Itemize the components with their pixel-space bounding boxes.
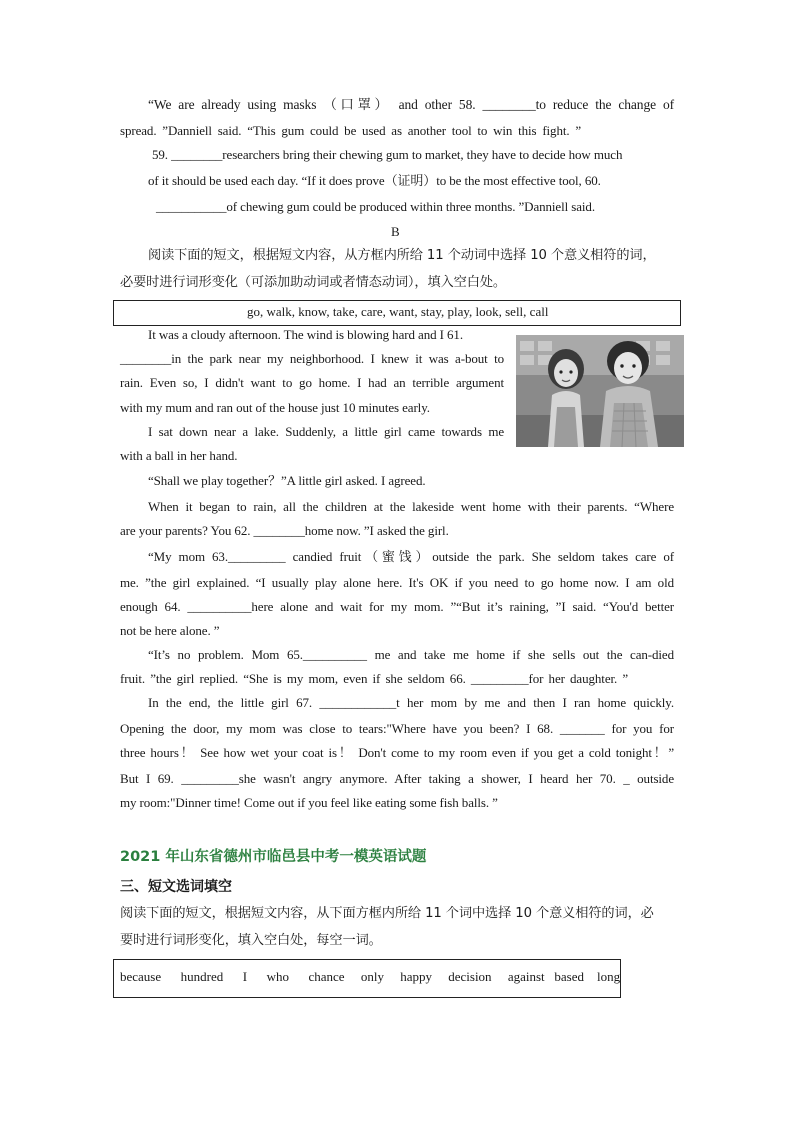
section-b-instructions-1: 阅读下面的短文，根据短文内容，从方框内所给 11 个动词中选择 10 个意义相符的词， — [148, 248, 656, 263]
section-b-instructions-2: 必要时进行词形变化（可添加助动词或者情态动词），填入空白处。 — [120, 275, 507, 290]
passage-b-line-18: three hours！ See how wet your coat is！ Don't come to my room even if you get a cold tonight！” — [120, 745, 674, 760]
passage-b-line-17: Opening the door, my mom was close to tears:"Where have you been? I 68. _______ for you for — [120, 721, 674, 736]
passage-b-line-6: with a ball in her hand. — [120, 448, 238, 463]
word-item: against — [507, 969, 545, 984]
word-item: because — [120, 969, 162, 984]
passage-b-line-13: not be here alone. ” — [120, 623, 220, 638]
illustration-image — [516, 335, 684, 447]
passage-b-line-2: ________in the park near my neighborhood. I knew it was a-bout to — [120, 351, 504, 366]
word-item: based — [554, 969, 584, 984]
word-box — [113, 300, 681, 326]
word-item: only — [360, 969, 384, 984]
passage-b-line-3: rain. Even so, I didn't want to go home. I had an terrible argument — [120, 375, 504, 390]
passage-b-line-1: It was a cloudy afternoon. The wind is blowing hard and I 61. — [148, 327, 463, 342]
passage-a-line-5: ___________of chewing gum could be produced within three months. ”Danniell said. — [156, 199, 595, 214]
word-item: chance — [308, 969, 345, 984]
word-item: hundred — [180, 969, 224, 984]
passage-b-line-7: “Shall we play together？”A little girl asked. I agreed. — [148, 473, 426, 488]
next-word-list — [120, 968, 620, 986]
passage-a-line-4: of it should be used each day. “If it does prove（证明）to be the most effective tool, 60. — [148, 173, 601, 188]
word-box-text: go, walk, know, take, care, want, stay, play, look, sell, call — [247, 304, 549, 319]
passage-b-line-4: with my mum and ran out of the house just 10 minutes early. — [120, 400, 430, 415]
word-item: happy — [400, 969, 432, 984]
illustration-girl-and-woman — [516, 335, 684, 447]
word-item: I — [242, 969, 248, 984]
next-word-box — [113, 959, 621, 998]
passage-b-line-15: fruit. ”the girl replied. “She is my mom, even if she seldom 66. _________for her daughter. ” — [120, 671, 628, 686]
test-title: 2021 年山东省德州市临邑县中考一模英语试题 — [120, 849, 427, 865]
passage-b-line-5: I sat down near a lake. Suddenly, a little girl came towards me — [148, 424, 504, 439]
passage-b-line-19: But I 69. _________she wasn't angry anymore. After taking a shower, I heard her 70. _ outside — [120, 771, 674, 786]
next-instructions-2: 要时进行词形变化，填入空白处，每空一词。 — [120, 933, 382, 948]
passage-a-line-3: 59. ________researchers bring their chewing gum to market, they have to decide how much — [152, 147, 623, 162]
word-item: long — [597, 969, 621, 984]
word-item: decision — [448, 969, 492, 984]
passage-b-line-14: “It’s no problem. Mom 65.__________ me and take me home if she sells out the can-died — [148, 647, 674, 662]
passage-b-line-11: me. ”the girl explained. “I usually play alone here. It's OK if you need to go home now. I am old — [120, 575, 674, 590]
passage-a-line-1: “We are already using masks （口罩） and other 58. ________to reduce the change of — [148, 97, 674, 112]
section-title: 三、短文选词填空 — [120, 879, 232, 895]
passage-b-line-10: “My mom 63._________ candied fruit（蜜饯）outside the park. She seldom takes care of — [148, 549, 674, 564]
passage-b-line-16: In the end, the little girl 67. ____________t her mom by me and then I ran home quickly. — [148, 695, 674, 710]
word-item: who — [266, 969, 289, 984]
passage-b-line-12: enough 64. __________here alone and wait for my mom. ”“But it’s raining, ”I said. “You'd better — [120, 599, 674, 614]
passage-b-line-8: When it began to rain, all the children at the lakeside went home with their parents. “Where — [148, 499, 674, 514]
passage-b-line-20: my room:"Dinner time! Come out if you feel like eating some fish balls. ” — [120, 795, 498, 810]
passage-a-line-2: spread. ”Danniell said. “This gum could be used as another tool to win this fight. ” — [120, 123, 581, 138]
passage-b-line-9: are your parents? You 62. ________home now. ”I asked the girl. — [120, 523, 449, 538]
next-instructions-1: 阅读下面的短文，根据短文内容，从下面方框内所给 11 个词中选择 10 个意义相符的词，必 — [120, 906, 654, 921]
section-label-b: B — [391, 224, 400, 239]
